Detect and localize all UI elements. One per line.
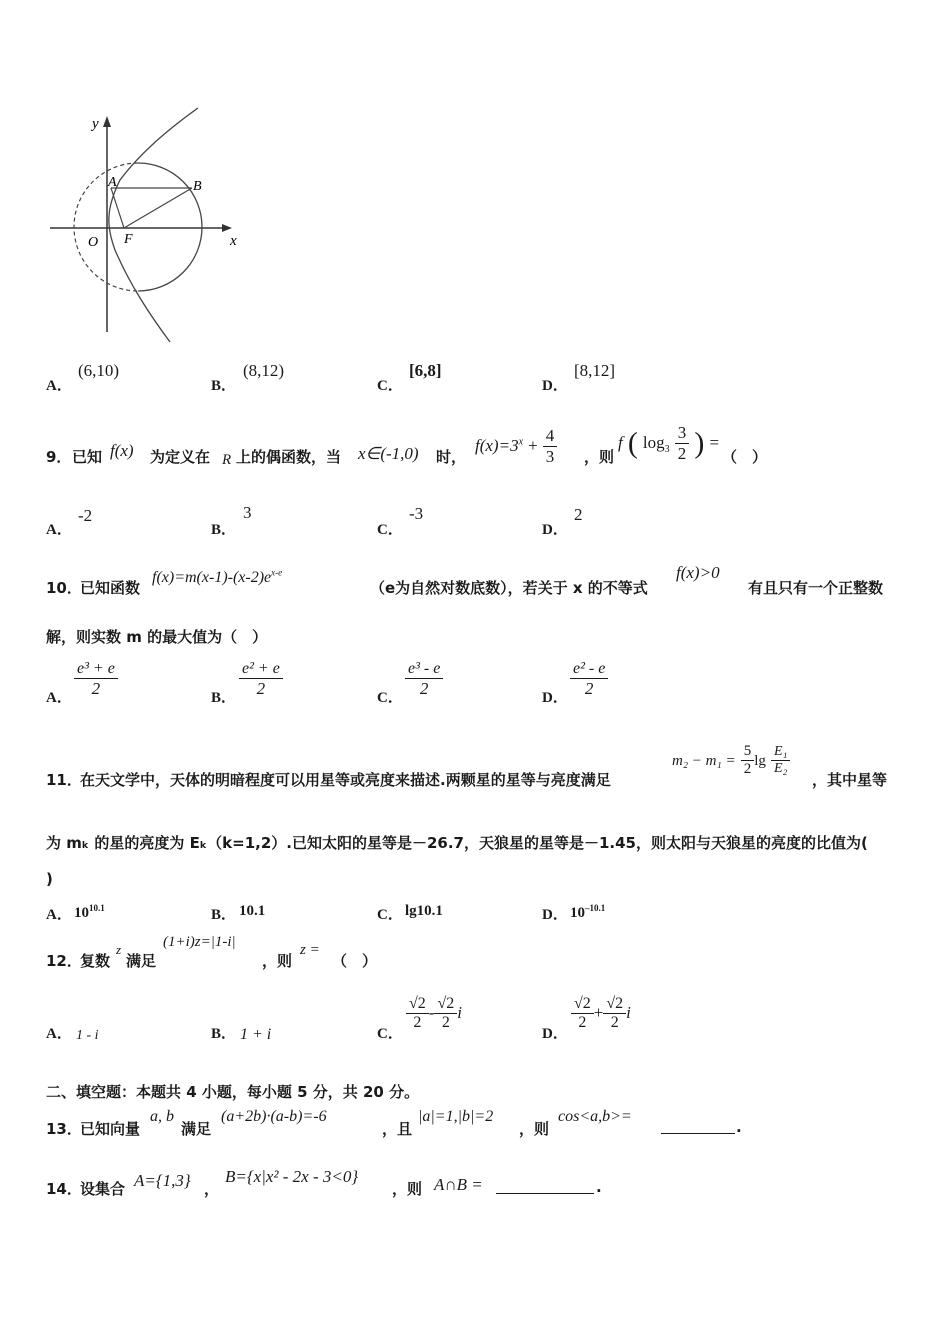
q12-option-c-d1: 2 — [413, 1014, 422, 1031]
q9-query-rparen: ) — [694, 426, 705, 460]
q14-answer-blank[interactable] — [496, 1178, 594, 1194]
q9-option-d-label[interactable]: D． — [542, 522, 568, 538]
q11-option-a-value — [74, 903, 105, 922]
q12-option-d-value — [571, 995, 631, 1032]
q8-option-b-value: (8,12) — [243, 361, 285, 380]
segment-af — [111, 188, 124, 228]
q11-text-1: 在天文学中，天体的明暗程度可以用星等或亮度来描述.两颗星的星等与亮度满足 — [80, 771, 611, 789]
q12-text-3: ，则 — [262, 952, 293, 970]
q9-text-1: 已知 — [72, 448, 103, 466]
q11-option-d-base: 10 — [570, 905, 585, 921]
axis-x-label: x — [230, 233, 237, 249]
x-axis-arrow — [222, 224, 232, 232]
q9-formula — [475, 426, 557, 467]
q9-option-b-value: 3 — [243, 503, 252, 522]
q14-sep: ， — [204, 1180, 220, 1198]
q10-option-c-num: e³ - e — [405, 660, 443, 679]
q12-z2: z = — [300, 942, 320, 958]
q11-coef-den: 2 — [743, 761, 752, 777]
q13-text-3: ，且 — [382, 1120, 413, 1138]
q9-option-d-value: 2 — [574, 505, 583, 524]
q8-option-a-label[interactable]: A． — [46, 378, 72, 394]
q9-query-num: 3 — [675, 423, 690, 444]
q12-number: 12． — [46, 952, 82, 970]
q11-option-b-label[interactable]: B． — [211, 907, 237, 923]
q10-option-a-num: e³ + e — [74, 660, 118, 679]
q8-option-d-label[interactable]: D． — [542, 378, 568, 394]
q13-end: . — [736, 1118, 742, 1136]
q10-option-d-num: e² - e — [570, 660, 608, 679]
q9-set-r: R — [222, 452, 232, 468]
q14-text-2: ，则 — [392, 1180, 423, 1198]
q10-option-a-frac — [74, 660, 118, 699]
q10-formula-main: f(x)=m(x-1)-(x-2)e — [152, 569, 272, 586]
q9-query-lparen: ( — [627, 426, 638, 460]
q9-frac-num: 4 — [543, 426, 558, 447]
q11-formula — [672, 743, 790, 778]
q9-option-a-label[interactable]: A． — [46, 522, 72, 538]
q13-number: 13． — [46, 1120, 82, 1138]
geometry-figure — [40, 100, 255, 350]
q10-option-b-den: 2 — [256, 679, 266, 698]
q10-option-d-den: 2 — [584, 679, 594, 698]
q12-option-d-d2: 2 — [610, 1014, 619, 1031]
q12-text-1: 复数 — [80, 952, 111, 970]
q10-number: 10． — [46, 579, 82, 597]
q13-text-1: 已知向量 — [80, 1120, 141, 1138]
point-b-label: B — [193, 179, 202, 194]
q10-option-b-label[interactable]: B． — [211, 690, 237, 706]
q9-formula-plus: + — [528, 436, 538, 455]
q13-query: cos<a,b>= — [558, 1108, 632, 1125]
q9-paren: （ ） — [722, 448, 768, 466]
q11-coef-num: 5 — [741, 743, 755, 761]
q12-z1: z — [116, 942, 122, 957]
q12-option-d-tail: i — [626, 1003, 631, 1022]
q9-frac — [543, 426, 558, 467]
y-axis-arrow — [103, 116, 111, 127]
q10-option-b-num: e² + e — [239, 660, 283, 679]
q8-option-d-value: [8,12] — [574, 361, 616, 380]
q13-mags: |a|=1,|b|=2 — [418, 1108, 494, 1125]
q9-option-c-value: -3 — [409, 504, 424, 523]
q9-option-b-label[interactable]: B． — [211, 522, 237, 538]
segment-bf — [124, 188, 192, 228]
q11-coef — [741, 743, 755, 778]
q12-option-c-n2: √2 — [434, 995, 457, 1014]
q11-lg: lg — [754, 753, 766, 769]
q9-option-a-value: -2 — [78, 506, 93, 525]
q9-text-3: 上的偶函数，当 — [236, 448, 342, 466]
q8-option-b-label[interactable]: B． — [211, 378, 237, 394]
q10-option-b-frac — [239, 660, 283, 699]
q12-option-d-label[interactable]: D． — [542, 1026, 568, 1042]
q10-text-2: （e为自然对数底数），若关于 x 的不等式 — [370, 579, 648, 597]
q11-option-d-value — [570, 903, 605, 922]
q12-paren: （ ） — [332, 952, 378, 970]
q11-option-c-label[interactable]: C． — [377, 907, 403, 923]
q11-option-b-value: 10.1 — [239, 903, 266, 919]
q9-text-4: 时， — [436, 448, 467, 466]
q9-frac-den: 3 — [545, 447, 555, 466]
axis-y-label: y — [92, 116, 99, 132]
q12-option-d-frac-2 — [603, 995, 626, 1032]
q12-option-c-frac-1 — [406, 995, 429, 1032]
q9-formula-lhs: f(x)=3 — [475, 436, 519, 455]
q13-text-2: 满足 — [181, 1120, 212, 1138]
q12-option-c-frac-2 — [434, 995, 457, 1032]
q10-option-a-den: 2 — [91, 679, 101, 698]
q12-option-b-label[interactable]: B． — [211, 1026, 237, 1042]
q12-option-d-d1: 2 — [578, 1014, 587, 1031]
q10-ineq: f(x)>0 — [676, 563, 720, 582]
q12-option-b-value: 1 + i — [240, 1026, 272, 1043]
circle-dashed-arc — [74, 163, 138, 291]
q12-option-c-tail: i — [457, 1003, 462, 1022]
q11-option-a-base: 10 — [74, 905, 89, 921]
q9-cond: x∈(-1,0) — [358, 444, 419, 463]
q12-option-d-n2: √2 — [603, 995, 626, 1014]
q8-option-c-value: [6,8] — [409, 361, 442, 380]
q9-formula-exp: x — [518, 436, 524, 448]
q8-option-c-label[interactable]: C． — [377, 378, 403, 394]
q14-query: A∩B = — [434, 1175, 483, 1194]
q11-number: 11． — [46, 771, 82, 789]
q9-number: 9． — [46, 448, 72, 466]
q10-option-c-den: 2 — [419, 679, 429, 698]
q10-option-c-label[interactable]: C． — [377, 690, 403, 706]
point-o-label: O — [88, 235, 99, 250]
q11-formula-lhs: m₂ − m₁ = — [672, 753, 736, 769]
parabola — [109, 108, 198, 342]
q10-option-a-label[interactable]: A． — [46, 690, 72, 706]
q11-e-num: E₁ — [771, 744, 790, 761]
q11-e-den: E₂ — [773, 761, 788, 776]
q11-option-d-sup: –10.1 — [585, 903, 606, 913]
q12-option-c-d2: 2 — [441, 1014, 450, 1031]
q10-option-d-frac — [570, 660, 608, 699]
q11-option-a-sup: 10.1 — [89, 903, 105, 913]
q9-text-2: 为定义在 — [150, 448, 211, 466]
q11-option-c-value: lg10.1 — [405, 903, 443, 919]
q14-set-a: A={1,3} — [134, 1171, 191, 1190]
q9-query-eq: = — [709, 433, 720, 452]
q9-query-f: f — [618, 433, 623, 452]
q11-line-2: 为 mₖ 的星的亮度为 Eₖ（k=1,2）.已知太阳的星等是－26.7，天狼星的星等是－1.45，则太阳与天狼星的亮度的比值为( — [46, 834, 868, 852]
q10-text-1: 已知函数 — [80, 579, 141, 597]
q13-vars: a, b — [150, 1108, 174, 1125]
q8-option-a-value: (6,10) — [78, 361, 120, 380]
q13-formula: (a+2b)·(a-b)=-6 — [221, 1108, 327, 1125]
q13-answer-blank[interactable] — [661, 1118, 735, 1134]
q12-option-c-op: - — [428, 1003, 435, 1022]
q14-number: 14． — [46, 1180, 82, 1198]
q13-text-4: ，则 — [519, 1120, 550, 1138]
q12-option-a-value: 1 - i — [76, 1028, 99, 1043]
q12-option-d-frac-1 — [571, 995, 594, 1032]
q12-option-c-label[interactable]: C． — [377, 1026, 403, 1042]
q9-query-den: 2 — [677, 444, 687, 463]
q9-option-c-label[interactable]: C． — [377, 522, 403, 538]
q12-option-d-op: + — [593, 1003, 604, 1022]
q11-text-2: ，其中星等 — [812, 771, 888, 789]
q10-formula — [152, 567, 282, 587]
section-2-heading: 二、填空题：本题共 4 小题，每小题 5 分，共 20 分。 — [46, 1083, 420, 1101]
q10-formula-exp: x-e — [271, 567, 283, 578]
q12-formula: (1+i)z=|1-i| — [163, 934, 236, 950]
q12-option-a-label[interactable]: A． — [46, 1026, 72, 1042]
q10-option-c-frac — [405, 660, 443, 699]
q9-query-base: 3 — [664, 444, 670, 456]
q14-end: . — [596, 1178, 602, 1196]
q10-line-2: 解，则实数 m 的最大值为（ ） — [46, 628, 268, 646]
q11-line-3: ) — [46, 870, 53, 888]
q10-option-d-label[interactable]: D． — [542, 690, 568, 706]
q9-fx: f(x) — [110, 441, 134, 460]
q9-query — [618, 423, 719, 464]
q14-set-b: B={x|x² - 2x - 3<0} — [225, 1167, 359, 1186]
point-a-label: A — [108, 175, 117, 190]
q14-text-1: 设集合 — [80, 1180, 126, 1198]
q12-option-d-n1: √2 — [571, 995, 594, 1014]
q9-query-log: log — [642, 433, 665, 452]
q9-text-5: ，则 — [584, 448, 615, 466]
q11-option-d-label[interactable]: D． — [542, 907, 568, 923]
q9-query-frac — [675, 423, 690, 464]
q10-text-3: 有且只有一个正整数 — [748, 579, 884, 597]
q12-option-c-n1: √2 — [406, 995, 429, 1014]
q11-energy-frac — [771, 744, 790, 777]
point-f-label: F — [124, 232, 133, 247]
q12-option-c-value — [406, 995, 462, 1032]
q12-text-2: 满足 — [126, 952, 157, 970]
q11-option-a-label[interactable]: A． — [46, 907, 72, 923]
